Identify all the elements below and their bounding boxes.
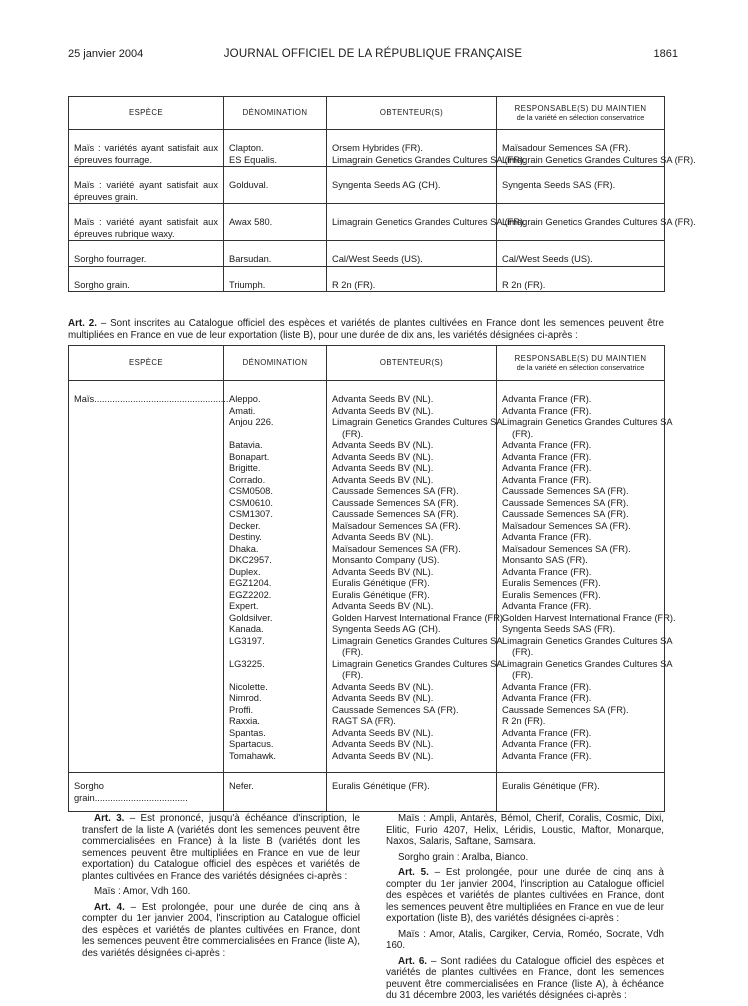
paragraph (82, 886, 360, 898)
responsable-entry: Limagrain Genetics Grandes Cultures SA (502, 417, 673, 427)
paragraph-text: Sorgho grain : Aralba, Bianco. (398, 851, 529, 863)
cell-obtenteurs (327, 381, 506, 773)
responsable-entry: Advanta France (FR). (502, 601, 592, 611)
responsable-entry: Caussade Semences SA (FR). (502, 497, 629, 508)
paragraph-text: Maïs : Amor, Atalis, Cargiker, Cervia, Roméo, Socrate, Vdh 160. (386, 928, 664, 951)
cell-denomination: Nefer. (224, 773, 327, 812)
cell-obtenteur (327, 204, 526, 241)
table-row (69, 204, 665, 241)
dot-leader: .................................................... (94, 394, 229, 404)
denomination-entry: CSM0508. (229, 486, 273, 496)
denomination-entry: Dhaka. (229, 543, 259, 554)
denomination-entry: Kanada. (229, 624, 264, 634)
denomination-entry: Goldsilver. (229, 612, 273, 623)
table-row (69, 130, 665, 167)
table-row-mais (69, 381, 665, 773)
responsable-entry: Advanta France (FR). (502, 440, 592, 450)
cell-denomination (224, 241, 327, 267)
obtenteur-entry: RAGT SA (FR). (332, 716, 396, 726)
table-row (69, 167, 665, 204)
cell-espece: Maïs : variété ayant satisfait aux épreuves rubrique waxy. (69, 204, 224, 241)
varieties-table-2 (68, 345, 676, 812)
article-label: Art. 3. (94, 813, 125, 824)
article-label: Art. 6. (398, 955, 428, 967)
obtenteur-entry: Advanta Seeds BV (NL). (332, 681, 434, 692)
header-responsables-line2: de la variété en sélection conservatrice (516, 363, 645, 372)
responsable-entry: Advanta France (FR). (502, 693, 592, 703)
obtenteur-entry: Advanta Seeds BV (NL). (332, 474, 434, 485)
obtenteur-entry: Advanta Seeds BV (NL). (332, 440, 434, 450)
dot-leader: .................................... (94, 792, 188, 803)
responsable-entry: Advanta France (FR). (502, 474, 592, 485)
responsable-entry: (FR). (512, 647, 534, 657)
obtenteur-entry: Golden Harvest International France (FR). (332, 612, 506, 623)
responsable-entry: Maïsadour Semences SA (FR). (502, 543, 631, 554)
denomination-entry: LG3225. (229, 658, 265, 669)
cell-responsable (497, 204, 696, 241)
paragraph-text: Maïs : Amor, Vdh 160. (94, 886, 191, 897)
paragraph-text: – Sont radiées du Catalogue officiel des espèces et variétés de plantes cultivées en France, dont les semences peuvent être commercialisées en France (liste A), à échéance du 31 décembre 2003, les variétés désignées ci-après : (386, 955, 665, 1001)
header-denomination: DÉNOMINATION (224, 97, 327, 130)
cell-denomination-line: ES Equalis. (229, 154, 278, 165)
denomination-entry: Tomahawk. (229, 750, 277, 761)
obtenteur-entry: Advanta Seeds BV (NL). (332, 750, 434, 761)
paragraph (386, 852, 664, 864)
cell-obtenteur-line: Orsem Hybrides (FR). (332, 143, 423, 153)
cell-responsable (497, 130, 696, 167)
paragraph-text: Maïs : Ampli, Antarès, Bémol, Cherif, Coralis, Cosmic, Dixi, Elitic, Furio 4207, Helix, Léridis, Loustic, Maftor, Monarque, Naxos, Salaris, Saftane, Samsara. (386, 813, 664, 847)
cell-espece (69, 381, 229, 773)
denomination-entry: Expert. (229, 601, 259, 611)
table-1-body (69, 130, 696, 292)
paragraph-text: – Est prolongée, pour une durée de cinq ans à compter du 1er janvier 2004, l'inscription au Catalogue officiel des espèces et variétés de plantes cultivées en France, dont les semences peuvent être commercialisées en France (liste A), des variétés désignées ci-après : (82, 901, 361, 959)
obtenteur-entry: Maïsadour Semences SA (FR). (332, 520, 461, 531)
responsable-entry: Limagrain Genetics Grandes Cultures SA (502, 635, 673, 646)
denomination-entry: Spartacus. (229, 739, 274, 749)
cell-espece (69, 773, 224, 812)
responsable-entry: Advanta France (FR). (502, 681, 592, 692)
responsable-entry: Advanta France (FR). (502, 727, 592, 738)
responsable-entry: Advanta France (FR). (502, 394, 592, 404)
varieties-table-1 (68, 96, 696, 292)
article-2-label: Art. 2. (68, 318, 97, 329)
denomination-entry: Aleppo. (229, 394, 261, 404)
cell-responsables (497, 381, 676, 773)
denomination-entry: Anjou 226. (229, 417, 274, 427)
responsable-entry: Advanta France (FR). (502, 532, 592, 542)
right-column (386, 813, 664, 1006)
header-espece: ESPÈCE (69, 97, 224, 130)
espece-sorgho: Sorgho grain (74, 781, 104, 803)
responsable-entry: Golden Harvest International France (FR). (502, 612, 676, 623)
cell-denominations (224, 381, 327, 773)
responsable-entry: Maïsadour Semences SA (FR). (502, 520, 631, 531)
obtenteur-entry: Caussade Semences SA (FR). (332, 497, 459, 508)
obtenteur-entry: Euralis Génétique (FR). (332, 578, 430, 588)
cell-denomination (224, 204, 327, 241)
responsable-entry: Advanta France (FR). (502, 566, 592, 577)
cell-obtenteur-line: Limagrain Genetics Grandes Cultures SA (FR). (332, 217, 526, 227)
article-2-text: – Sont inscrites au Catalogue officiel des espèces et variétés de plantes cultivées en France dont les semences peuvent être multipliées en France en vue de leur exportation (liste B), pour une durée de dix ans, les variétés désignées ci-après : (68, 318, 664, 341)
table-header-row (69, 346, 665, 381)
obtenteur-entry: (FR). (342, 670, 364, 680)
responsable-entry: Advanta France (FR). (502, 750, 592, 761)
cell-denomination-line: Barsudan. (229, 254, 272, 264)
paragraph (386, 867, 664, 925)
obtenteur-entry: Maïsadour Semences SA (FR). (332, 543, 461, 554)
cell-responsable-line: Limagrain Genetics Grandes Cultures SA (FR). (502, 217, 696, 227)
table-row-sorgho (69, 773, 665, 812)
cell-responsable-line: R 2n (FR). (502, 279, 546, 290)
header-obtenteurs: OBTENTEUR(S) (327, 97, 497, 130)
responsable-entry: R 2n (FR). (502, 716, 546, 726)
header-espece: ESPÈCE (69, 346, 224, 381)
header-denomination: DÉNOMINATION (224, 346, 327, 381)
responsable-entry: Caussade Semences SA (FR). (502, 509, 629, 519)
denomination-entry: Amati. (229, 405, 256, 416)
responsable-entry: Euralis Semences (FR). (502, 589, 601, 600)
page-number: 1861 (653, 48, 678, 60)
denomination-entry: Destiny. (229, 532, 262, 542)
responsable-entry: Advanta France (FR). (502, 739, 592, 749)
table-header-row (69, 97, 665, 130)
denomination-entry: Decker. (229, 520, 261, 531)
obtenteur-entry: Advanta Seeds BV (NL). (332, 405, 434, 416)
obtenteur-entry: Advanta Seeds BV (NL). (332, 463, 434, 473)
responsable-entry: Monsanto SAS (FR). (502, 555, 588, 565)
cell-espece: Maïs : variété ayant satisfait aux épreuves grain. (69, 167, 224, 204)
denomination-entry: DKC2957. (229, 555, 272, 565)
row-spacer (229, 647, 321, 659)
left-column (82, 813, 360, 963)
journal-title: JOURNAL OFFICIEL DE LA RÉPUBLIQUE FRANÇAISE (223, 48, 523, 60)
responsable-entry: Syngenta Seeds SAS (FR). (502, 624, 616, 634)
denomination-entry: Batavia. (229, 440, 263, 450)
header-responsables-line1: RESPONSABLE(S) DU MAINTIEN (514, 103, 647, 113)
responsable-entry: Euralis Semences (FR). (502, 578, 601, 588)
cell-espece: Maïs : variétés ayant satisfait aux épreuves fourrage. (69, 130, 224, 167)
obtenteur-entry: Limagrain Genetics Grandes Cultures SA (332, 417, 503, 427)
table-row (69, 241, 665, 267)
paragraph (82, 902, 360, 960)
header-obtenteurs: OBTENTEUR(S) (327, 346, 497, 381)
responsable-entry: (FR). (512, 670, 534, 680)
obtenteur-entry: Advanta Seeds BV (NL). (332, 693, 434, 703)
cell-denomination-line: Awax 580. (229, 217, 273, 227)
cell-obtenteur-line: Limagrain Genetics Grandes Cultures SA (FR). (332, 154, 526, 165)
obtenteur-entry: Advanta Seeds BV (NL). (332, 739, 434, 749)
cell-espece: Sorgho fourrager. (69, 241, 224, 267)
obtenteur-entry: Advanta Seeds BV (NL). (332, 727, 434, 738)
obtenteur-entry: Advanta Seeds BV (NL). (332, 532, 434, 542)
cell-responsable-line: Syngenta Seeds SAS (FR). (502, 180, 616, 190)
row-spacer (229, 670, 321, 682)
obtenteur-entry: Advanta Seeds BV (NL). (332, 394, 434, 404)
obtenteur-entry: Caussade Semences SA (FR). (332, 704, 459, 715)
article-label: Art. 4. (94, 901, 125, 913)
espece-mais: Maïs (74, 394, 95, 404)
cell-responsable: Euralis Génétique (FR). (497, 773, 665, 812)
header-responsables (497, 346, 665, 381)
cell-obtenteur (327, 241, 497, 267)
denomination-entry: Proffi. (229, 704, 254, 715)
cell-obtenteur: Euralis Génétique (FR). (327, 773, 497, 812)
cell-espece: Sorgho grain. (69, 266, 224, 292)
header-date: 25 janvier 2004 (68, 48, 144, 60)
paragraph (386, 813, 664, 848)
paragraph-text: – Est prononcé, jusqu'à échéance d'inscription, le transfert de la liste A (variétés dont les semences peuvent être commercialisées en France) à la liste B (variétés dont les semences peuvent être multipliées en France en vue de leur exportation) du Catalogue officiel des espèces et variétés de plantes cultivées en France des variétés désignées ci-après : (82, 813, 360, 882)
header-responsables-line1: RESPONSABLE(S) DU MAINTIEN (514, 353, 647, 363)
cell-responsable (497, 167, 665, 204)
denomination-entry: Nimrod. (229, 693, 262, 703)
obtenteur-entry: Limagrain Genetics Grandes Cultures SA (332, 658, 503, 669)
article-2 (68, 318, 664, 341)
obtenteur-entry: Syngenta Seeds AG (CH). (332, 624, 441, 634)
obtenteur-entry: Caussade Semences SA (FR). (332, 509, 459, 519)
cell-obtenteur-line: Cal/West Seeds (US). (332, 254, 423, 264)
table-row (69, 266, 665, 292)
cell-denomination (224, 167, 327, 204)
cell-obtenteur (327, 167, 497, 204)
denomination-entry: Bonapart. (229, 451, 270, 462)
cell-obtenteur (327, 266, 497, 292)
obtenteur-entry: (FR). (342, 428, 364, 439)
article-label: Art. 5. (398, 867, 429, 878)
obtenteur-entry: Advanta Seeds BV (NL). (332, 566, 434, 577)
obtenteur-entry: Monsanto Company (US). (332, 555, 440, 565)
paragraph (82, 813, 360, 882)
denomination-entry: Nicolette. (229, 681, 268, 692)
cell-denomination-line: Golduval. (229, 180, 269, 190)
cell-obtenteur-line: Syngenta Seeds AG (CH). (332, 180, 441, 190)
table-2-body (69, 381, 676, 812)
responsable-entry: Advanta France (FR). (502, 405, 592, 416)
cell-responsable-line: Maïsadour Semences SA (FR). (502, 143, 631, 153)
cell-denomination-line: Clapton. (229, 143, 264, 153)
denomination-entry: EGZ2202. (229, 589, 272, 600)
denomination-entry: CSM1307. (229, 509, 273, 519)
paragraph (386, 929, 664, 952)
cell-responsable (497, 241, 665, 267)
cell-responsable-line: Cal/West Seeds (US). (502, 254, 593, 264)
denomination-entry: Spantas. (229, 727, 266, 738)
denomination-entry: CSM0610. (229, 497, 273, 508)
cell-obtenteur (327, 130, 526, 167)
responsable-entry: Limagrain Genetics Grandes Cultures SA (502, 658, 673, 669)
cell-denomination (224, 266, 327, 292)
page-header (68, 48, 678, 64)
row-spacer (229, 429, 321, 441)
denomination-entry: Brigitte. (229, 463, 261, 473)
paragraph-text: – Est prolongée, pour une durée de cinq ans à compter du 1er janvier 2004, l'inscription au Catalogue officiel des espèces et variétés de plantes cultivées en France, dont les semences peuvent être multipliées en France en vue de leur exportation (liste B), des variétés désignées ci-après : (386, 867, 665, 924)
obtenteur-entry: Limagrain Genetics Grandes Cultures SA (332, 635, 503, 646)
obtenteur-entry: Advanta Seeds BV (NL). (332, 601, 434, 611)
paragraph (386, 956, 664, 1002)
cell-responsable-line: Limagrain Genetics Grandes Cultures SA (FR). (502, 154, 696, 165)
responsable-entry: (FR). (512, 428, 534, 439)
cell-denomination (224, 130, 327, 167)
obtenteur-entry: Caussade Semences SA (FR). (332, 486, 459, 496)
responsable-entry: Advanta France (FR). (502, 451, 592, 462)
denomination-entry: Corrado. (229, 474, 266, 485)
cell-denomination-line: Triumph. (229, 279, 266, 290)
denomination-entry: Raxxia. (229, 716, 261, 726)
header-responsables-line2: de la variété en sélection conservatrice (516, 113, 645, 122)
obtenteur-entry: (FR). (342, 647, 364, 657)
denomination-entry: EGZ1204. (229, 578, 272, 588)
obtenteur-entry: Euralis Génétique (FR). (332, 589, 430, 600)
denomination-entry: LG3197. (229, 635, 265, 646)
cell-obtenteur-line: R 2n (FR). (332, 279, 376, 290)
responsable-entry: Caussade Semences SA (FR). (502, 486, 629, 496)
responsable-entry: Caussade Semences SA (FR). (502, 704, 629, 715)
responsable-entry: Advanta France (FR). (502, 463, 592, 473)
obtenteur-entry: Advanta Seeds BV (NL). (332, 451, 434, 462)
header-responsables (497, 97, 665, 130)
cell-responsable (497, 266, 665, 292)
denomination-entry: Duplex. (229, 566, 261, 577)
